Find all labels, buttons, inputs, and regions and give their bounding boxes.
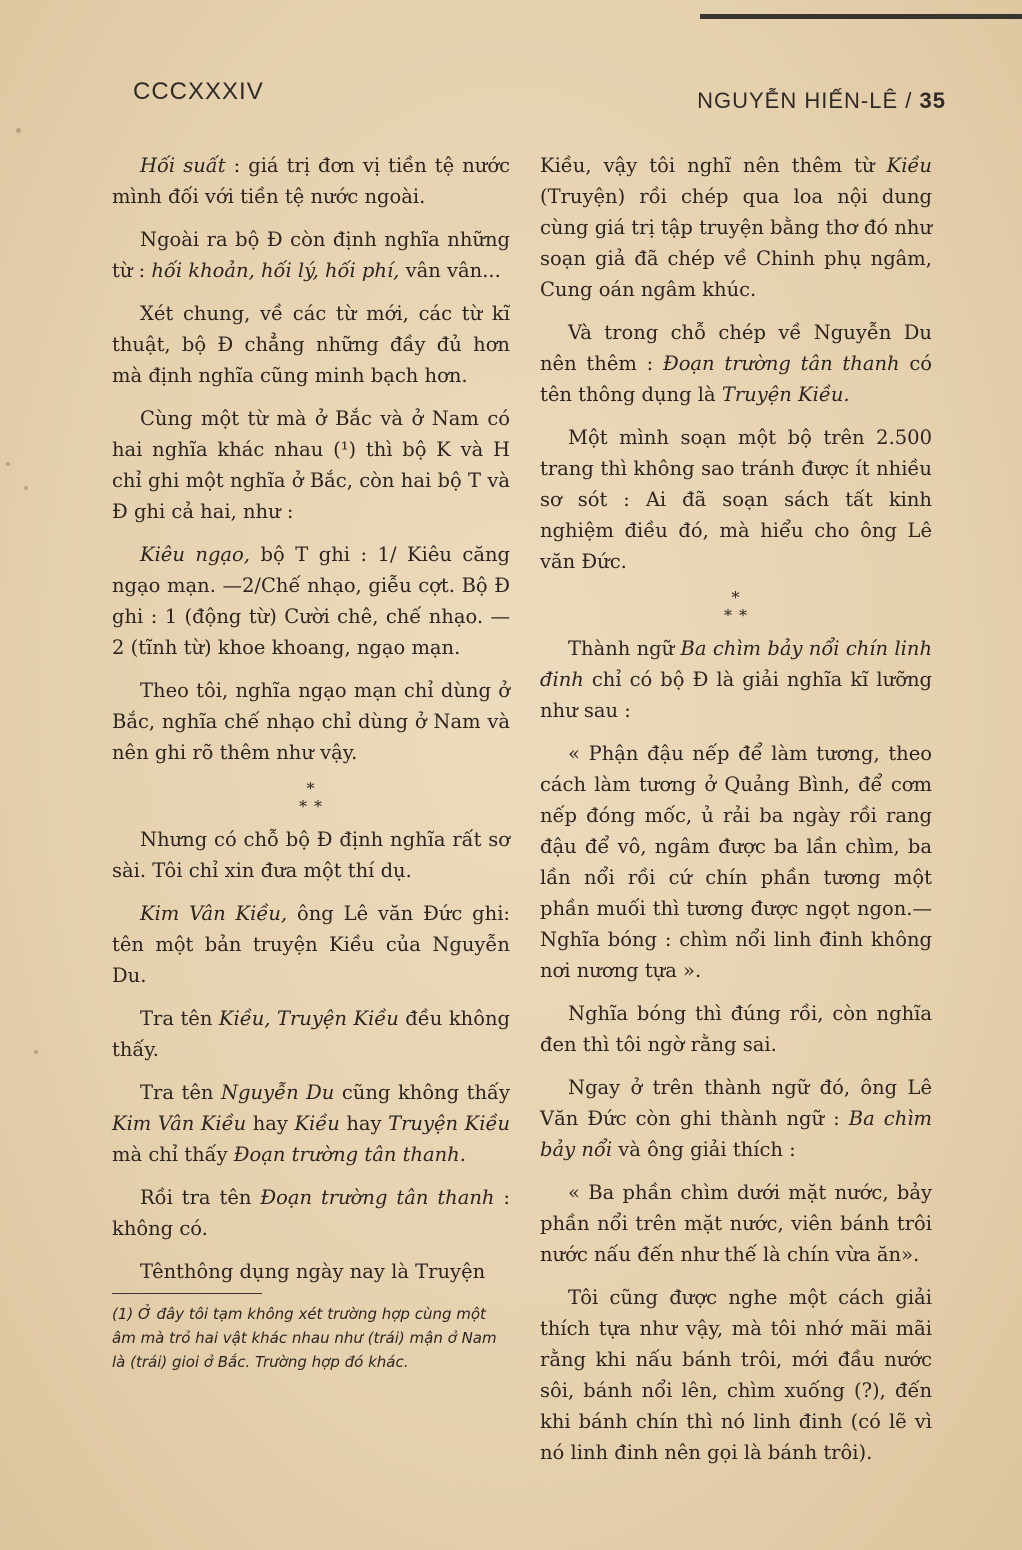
term: Kiều	[294, 1112, 340, 1135]
paragraph	[540, 1072, 932, 1165]
speck	[24, 486, 28, 490]
quotation: « Phận đậu nếp để làm tương, theo cách làm tương ở Quảng Bình, để cơm nếp đóng mốc, ủ rải ba ngày rồi rang đậu để vô, ngâm được ba lần chìm, ba lần nổi rồi cứ chín phần tương một phần muối thì tương được ngọt ngon.— Nghĩa bóng : chìm nổi linh đinh không nơi nương tựa ».	[540, 742, 932, 982]
paragraph	[112, 1077, 510, 1170]
paragraph: Nghĩa bóng thì đúng rồi, còn nghĩa đen thì tôi ngờ rằng sai.	[540, 1002, 932, 1056]
footnote: (1) Ở đây tôi tạm không xét trường hợp cùng một âm mà trỏ hai vật khác nhau như (trái) mận ở Nam là (trái) gioi ở Bắc. Trường hợp đó khác.	[112, 1305, 497, 1371]
paragraph-text: (Truyện) rồi chép qua loa nội dung cùng giá trị tập truyện bằng thơ đó như soạn giả đã chép về Chinh phụ ngâm, Cung oán ngâm khúc.	[540, 185, 932, 301]
section-separator: * * *	[723, 588, 749, 625]
quotation: « Ba phần chìm dưới mặt nước, bảy phần nổi trên mặt nước, viên bánh trôi nước nấu đến như thế là chín vừa ăn».	[540, 1181, 932, 1266]
paragraph	[112, 1003, 510, 1065]
right-column	[540, 150, 932, 1480]
paragraph-text: Tra tên	[140, 1081, 221, 1104]
paragraph-text: có tên thông dụng là	[540, 352, 933, 406]
paragraph-text: Ngay ở trên thành ngữ đó, ông Lê Văn Đức còn ghi thành ngữ :	[540, 1076, 932, 1130]
paragraph: Tôi cũng được nghe một cách giải thích tựa như vậy, mà tôi nhớ mãi mãi rằng khi nấu bánh trôi, mới đầu nước sôi, bánh nổi lên, chìm xuống (?), đến khi bánh chín thì nó linh đinh (có lẽ vì nó linh đinh nên gọi là bánh trôi).	[540, 1286, 932, 1464]
paragraph-text: Rồi tra tên	[140, 1186, 261, 1209]
paragraph-text: Tra tên	[140, 1007, 219, 1030]
paragraph	[112, 898, 510, 991]
term: Ba chìm bảy nổi	[540, 1107, 932, 1161]
paragraph	[112, 539, 510, 663]
paragraph: Một mình soạn một bộ trên 2.500 trang thì không sao tránh được ít nhiều sơ sót : Ai đã soạn sách tất kinh nghiệm điều đó, mà hiểu cho ông Lê văn Đức.	[540, 426, 932, 573]
paragraph-text: Ngoài ra bộ Đ còn định nghĩa những từ :	[112, 228, 510, 282]
top-rule	[700, 14, 1022, 19]
term: Kim Vân Kiều	[112, 1112, 247, 1135]
paragraph: Cùng một từ mà ở Bắc và ở Nam có hai nghĩa khác nhau (¹) thì bộ K và H chỉ ghi một nghĩa ở Bắc, còn hai bộ T và Đ ghi cả hai, như :	[112, 407, 510, 523]
term: hối khoản, hối lý, hối phí,	[151, 259, 400, 282]
paragraph	[112, 1182, 510, 1244]
paragraph-text: cũng không thấy	[334, 1081, 510, 1104]
term: Đoạn trường tân thanh	[662, 352, 900, 375]
term: Đoạn trường tân thanh.	[233, 1143, 466, 1166]
page-header-right	[697, 88, 946, 114]
paragraph: Nhưng có chỗ bộ Đ định nghĩa rất sơ sài. Tôi chỉ xin đưa một thí dụ.	[112, 828, 510, 882]
term: Truyện Kiều	[388, 1112, 511, 1135]
term: Truyện Kiều.	[721, 383, 850, 406]
paragraph: Xét chung, về các từ mới, các từ kĩ thuật, bộ Đ chẳng những đầy đủ hơn mà định nghĩa cũng minh bạch hơn.	[112, 302, 510, 387]
paragraph-text: vân vân...	[399, 259, 501, 282]
speck	[6, 462, 10, 466]
term: Nguyễn Du	[220, 1081, 335, 1104]
paragraph	[540, 633, 932, 726]
paragraph-text: Kiều, vậy tôi nghĩ nên thêm từ	[540, 154, 887, 177]
paragraph: Tênthông dụng ngày nay là Truyện	[140, 1260, 486, 1283]
paragraph: Theo tôi, nghĩa ngạo mạn chỉ dùng ở Bắc, nghĩa chế nhạo chỉ dùng ở Nam và nên ghi rõ thêm như vậy.	[112, 679, 510, 764]
section-separator: * * *	[298, 779, 324, 816]
term: Ba chìm bảy nổi chín linh đinh	[540, 637, 932, 691]
term: Kiều, Truyện Kiều	[218, 1007, 399, 1030]
paragraph	[540, 317, 932, 410]
paragraph-text: : không có.	[112, 1186, 511, 1240]
page-header-left: CCCXXXIV	[133, 78, 264, 105]
paragraph	[112, 224, 510, 286]
paragraph-text: bộ T ghi : 1/ Kiêu căng ngạo mạn. —2/Chế nhạo, giễu cợt. Bộ Đ ghi : 1 (động từ) Cười chê, chế nhạo. —2 (tĩnh từ) khoe khoang, ngạo mạn.	[112, 543, 511, 659]
paragraph-text: ông Lê văn Đức ghi: tên một bản truyện Kiều của Nguyễn Du.	[112, 902, 511, 987]
speck	[16, 128, 21, 133]
term: Đoạn trường tân thanh	[260, 1186, 495, 1209]
paragraph-text: Và trong chỗ chép về Nguyễn Du nên thêm :	[540, 321, 932, 375]
paragraph-text: hay	[339, 1112, 389, 1135]
paragraph-text: Thành ngữ	[568, 637, 681, 660]
paragraph-text: chỉ có bộ Đ là giải nghĩa kĩ lưỡng như sau :	[540, 668, 932, 722]
paragraph-text: mà chỉ thấy	[112, 1143, 234, 1166]
paragraph	[112, 150, 510, 212]
paragraph	[540, 150, 932, 305]
term: Kiêu ngạo,	[140, 543, 251, 566]
term: Kiều	[886, 154, 932, 177]
paragraph-text: hay	[246, 1112, 295, 1135]
paragraph-text: đều không thấy.	[112, 1007, 510, 1061]
page-number: 35	[919, 88, 946, 113]
paragraph-text: : giá trị đơn vị tiền tệ nước mình đối với tiền tệ nước ngoài.	[112, 154, 510, 208]
header-author: NGUYỄN HIẾN-LÊ /	[697, 88, 913, 113]
left-column	[112, 150, 510, 1374]
term: Hối suất	[140, 154, 226, 177]
speck	[34, 1050, 38, 1054]
footnote-rule	[112, 1293, 262, 1294]
paragraph-text: và ông giải thích :	[612, 1138, 796, 1161]
term: Kim Vân Kiều,	[140, 902, 288, 925]
